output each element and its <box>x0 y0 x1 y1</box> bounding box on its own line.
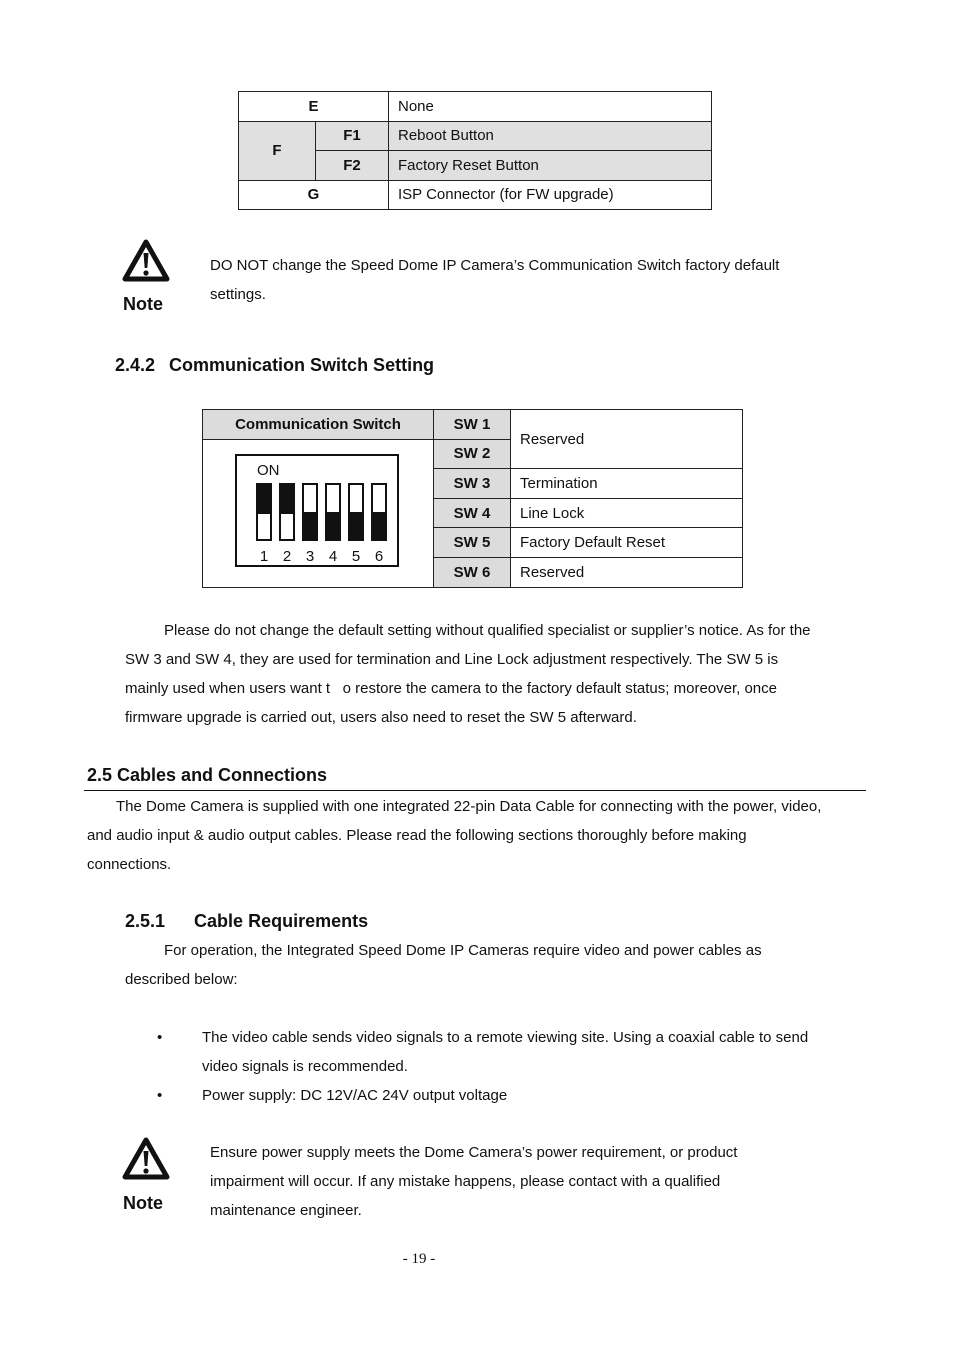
note-text <box>210 1138 737 1225</box>
paragraph <box>125 616 870 732</box>
note-label: Note <box>123 1193 163 1213</box>
switch-desc: Reserved <box>511 410 743 469</box>
note-text <box>210 251 779 309</box>
heading-underline <box>84 790 866 791</box>
note-text-line: DO NOT change the Speed Dome IP Camera’s Communication Switch factory default <box>210 257 780 274</box>
dip-switch-1 <box>256 483 272 541</box>
row-value: Factory Reset Button <box>389 151 712 181</box>
table-header: Communication Switch <box>203 410 434 440</box>
switch-desc: Termination <box>511 469 743 499</box>
section-number: 2.4.2 <box>115 355 156 375</box>
paragraph-line: and audio input & audio output cables. Please read the following sections thoroughly before making <box>87 827 747 844</box>
list-item-line: Power supply: DC 12V/AC 24V output voltage <box>202 1087 508 1104</box>
section-heading: 2.5 Cables and Connections <box>87 765 328 785</box>
page-number: - 19 - <box>402 1251 436 1267</box>
row-value: None <box>389 92 712 122</box>
dip-switch-6 <box>371 483 387 541</box>
table-row <box>239 180 712 210</box>
switch-label: SW 3 <box>434 469 511 499</box>
row-subkey: F2 <box>316 151 389 181</box>
switch-label: SW 1 <box>434 410 511 440</box>
row-value: ISP Connector (for FW upgrade) <box>389 180 712 210</box>
dip-number: 4 <box>328 547 338 565</box>
switch-label: SW 5 <box>434 528 511 558</box>
list-item-line: video signals is recommended. <box>202 1058 408 1075</box>
dip-number: 5 <box>351 547 361 565</box>
bullet-icon: • <box>157 1029 163 1046</box>
paragraph-line: connections. <box>87 856 172 873</box>
dip-number: 6 <box>374 547 384 565</box>
list-item <box>157 1023 872 1081</box>
switch-label: SW 2 <box>434 439 511 469</box>
switch-label: SW 6 <box>434 557 511 587</box>
paragraph-line: For operation, the Integrated Speed Dome IP Cameras require video and power cables as <box>164 942 762 959</box>
list-item-line: The video cable sends video signals to a remote viewing site. Using a coaxial cable to send <box>202 1029 809 1046</box>
row-value: Reboot Button <box>389 121 712 151</box>
switch-desc: Factory Default Reset <box>511 528 743 558</box>
warning-triangle-icon <box>121 238 171 284</box>
paragraph-line: mainly used when users want t o restore the camera to the factory default status; moreover, once <box>125 680 777 697</box>
paragraph-line: SW 3 and SW 4, they are used for termination and Line Lock adjustment respectively. The SW 5 is <box>125 651 779 668</box>
note-text-line: maintenance engineer. <box>210 1202 362 1219</box>
section-heading <box>115 355 434 376</box>
paragraph <box>87 792 877 879</box>
note-label: Note <box>123 294 163 314</box>
row-key: G <box>239 180 389 210</box>
table-row <box>239 121 712 151</box>
switch-desc: Reserved <box>511 557 743 587</box>
component-table <box>238 91 712 210</box>
dip-number: 2 <box>282 547 292 565</box>
switch-desc: Line Lock <box>511 498 743 528</box>
section-title: Cable Requirements <box>194 911 369 931</box>
warning-triangle-icon <box>121 1136 171 1182</box>
dip-switch-5 <box>348 483 364 541</box>
table-row <box>203 410 743 440</box>
dip-switch-diagram-cell <box>203 439 434 587</box>
table-row <box>239 92 712 122</box>
note-text-line: settings. <box>210 286 266 303</box>
paragraph <box>125 936 870 994</box>
paragraph-line: described below: <box>125 971 238 988</box>
dip-on-label: ON <box>257 461 280 479</box>
communication-switch-table <box>202 409 743 588</box>
dip-switch-3 <box>302 483 318 541</box>
dip-number: 1 <box>259 547 269 565</box>
switch-label: SW 4 <box>434 498 511 528</box>
list-item <box>157 1081 872 1110</box>
dip-switch-4 <box>325 483 341 541</box>
note-text-line: Ensure power supply meets the Dome Camera’s power requirement, or product <box>210 1144 738 1161</box>
section-number: 2.5.1 <box>125 911 166 931</box>
section-heading <box>125 911 368 932</box>
bullet-icon: • <box>157 1087 163 1104</box>
row-key: E <box>239 92 389 122</box>
paragraph-line: Please do not change the default setting without qualified specialist or supplier’s notice. As for the <box>164 622 811 639</box>
dip-number: 3 <box>305 547 315 565</box>
note-text-line: impairment will occur. If any mistake happens, please contact with a qualified <box>210 1173 721 1190</box>
section-title: Communication Switch Setting <box>169 355 435 375</box>
row-key: F <box>239 121 316 180</box>
paragraph-line: The Dome Camera is supplied with one integrated 22-pin Data Cable for connecting with the power, video, <box>116 798 822 815</box>
dip-switch-diagram <box>235 454 399 567</box>
paragraph-line: firmware upgrade is carried out, users also need to reset the SW 5 afterward. <box>125 709 637 726</box>
dip-switch-2 <box>279 483 295 541</box>
row-subkey: F1 <box>316 121 389 151</box>
